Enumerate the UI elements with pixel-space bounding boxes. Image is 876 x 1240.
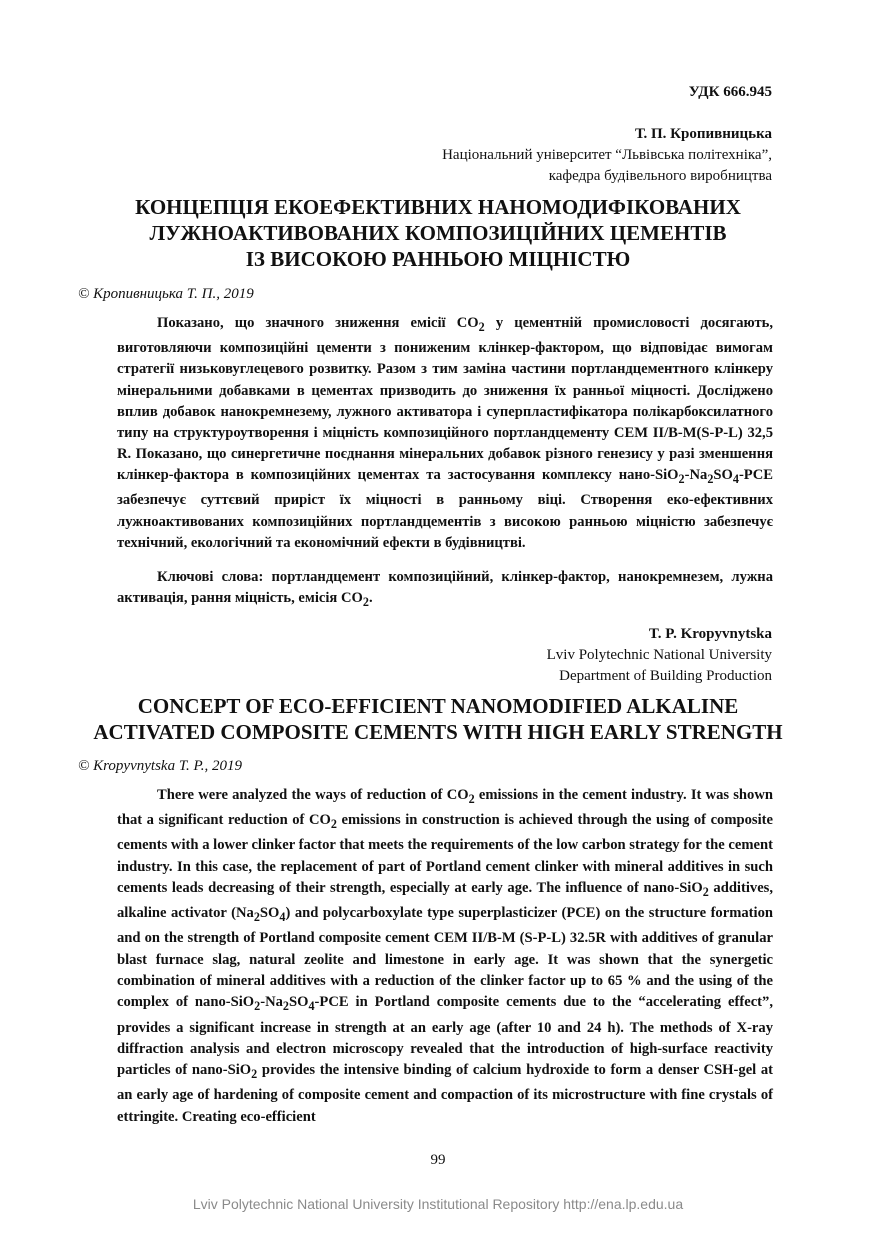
- subscript: 2: [702, 884, 709, 899]
- en-abstract-paragraph: [117, 785, 773, 1128]
- ua-abstract-paragraph: [117, 313, 773, 554]
- text-run: .: [368, 590, 373, 607]
- en-paper-title: [60, 693, 816, 745]
- subscript: 2: [478, 319, 485, 334]
- en-author-block: [547, 624, 772, 687]
- subscript: 4: [279, 910, 286, 925]
- text-run: additives, alkaline activator (Na: [117, 880, 774, 922]
- subscript: 2: [468, 791, 475, 806]
- text-run: emissions in the cement industry. It was shown that a significant reduction of CO: [117, 787, 774, 829]
- text-run: -PCE in Portland composite cements due to the “accelerating effect”, provides a significant increase in strength at an early age (after 10 and 24 h). The methods of X-ray diffraction analysis and electron microscopy revealed that the introduction of high-surface reactivity particles of nano-SiO: [117, 994, 773, 1079]
- text-run: emissions in construction is achieved through the using of composite cements with a lower clinker factor that meets the requirements of the low carbon strategy for the cement industry. In this case, the replacement of part of Portland cement clinker with mineral additives in such cements leads decreasing of their strength, especially at early age. The influence of nano-SiO: [117, 812, 773, 896]
- ua-author-name: Т. П. Кропивницька: [634, 126, 772, 142]
- subscript: 4: [732, 472, 739, 487]
- subscript: 2: [707, 472, 714, 487]
- ua-copyright: © Кропивницька Т. П., 2019: [78, 286, 254, 302]
- en-affiliation-department: Department of Building Production: [559, 668, 772, 684]
- ua-paper-title: [60, 194, 816, 272]
- text-run: ) and polycarboxylate type superplasticizer (PCE) on the structure formation and on the strength of Portland composite cement CEM II/B-M (S-P-L) 32.5R with additives of granular blast furnace slag, natural zeolite and limestone in early age. It was shown that the synergetic combination of mineral additives with a reduction of the clinker factor up to 65 % and the using of the complex of nano-SiO: [117, 905, 773, 1011]
- text-run: у цементній промисловості досягають, виготовляючи композиційні цементи з пониженим клінкер-фактором, що відповідає вимогам стратегії низьковуглецевого розвитку. Разом з тим заміна частини портландцементного клінкеру мінеральними добавками в цементах призводить до зниження їх ранньої міцності. Досліджено вплив добавок нанокремнезему, лужного активатора і суперпластифікатора полікарбоксилатного типу на структуроутворення і міцність композиційного портландцементу CEM II/B-M(S-P-L) 32,5 R. Показано, що синергетичне поєднання мінеральних добавок різного генезису у разі зменшення клінкер-фактора в композиційних цементах та застосування комплексу нано-SiO: [117, 315, 773, 484]
- en-title-line: ACTIVATED COMPOSITE CEMENTS WITH HIGH EARLY STRENGTH: [93, 720, 783, 744]
- ua-title-line: ІЗ ВИСОКОЮ РАННЬОЮ МІЦНІСТЮ: [245, 247, 631, 271]
- subscript: 2: [362, 595, 369, 610]
- repository-footer: Lviv Polytechnic National University Institutional Repository http://ena.lp.edu.ua: [192, 1196, 684, 1212]
- text-run: SO: [259, 905, 280, 922]
- subscript: 2: [282, 999, 289, 1014]
- en-abstract: [117, 785, 773, 1128]
- subscript: 2: [253, 910, 260, 925]
- text-run: SO: [289, 994, 309, 1011]
- text-run: Показано, що значного зниження емісії CO: [157, 315, 479, 331]
- udc-code: УДК 666.945: [688, 84, 772, 100]
- text-run: There were analyzed the ways of reduction of CO: [157, 787, 469, 803]
- subscript: 4: [308, 999, 315, 1014]
- text-run: -Na: [260, 994, 283, 1011]
- ua-author-block: [442, 124, 772, 187]
- ua-affiliation-department: кафедра будівельного виробництва: [548, 168, 772, 184]
- text-run: -PCE забезпечує суттєвий приріст їх міцності в ранньому віці. Створення еко-ефективних лужноактивованих композиційних портландцементів з високою ранньою міцністю забезпечує технічний, екологічний та економічний ефекти в будівництві.: [117, 467, 773, 551]
- ua-affiliation-university: Національний університет “Львівська політехніка”,: [442, 147, 772, 163]
- en-title-line: CONCEPT OF ECO-EFFICIENT NANOMODIFIED ALKALINE: [137, 694, 739, 718]
- page-number: 99: [430, 1152, 446, 1168]
- text-run: SO: [713, 467, 733, 484]
- ua-title-line: ЛУЖНОАКТИВОВАНИХ КОМПОЗИЦІЙНИХ ЦЕМЕНТІВ: [149, 221, 727, 245]
- subscript: 2: [251, 1067, 258, 1081]
- text-run: -Na: [684, 467, 708, 484]
- en-author-name: T. P. Kropyvnytska: [648, 626, 772, 642]
- subscript: 2: [330, 817, 337, 832]
- ua-keywords-paragraph: [117, 567, 773, 613]
- ua-abstract: [117, 313, 773, 554]
- subscript: 2: [254, 999, 261, 1014]
- ua-title-line: КОНЦЕПЦІЯ ЕКОЕФЕКТИВНИХ НАНОМОДИФІКОВАНИХ: [135, 195, 741, 219]
- text-run: provides the intensive binding of calcium hydroxide to form a denser CSH-gel at an early age of hardening of composite cement and compaction of its microstructure with fine crystals of ettringite. Creating eco-efficient: [117, 1062, 774, 1125]
- ua-keywords: [117, 567, 773, 613]
- en-affiliation-university: Lviv Polytechnic National University: [546, 647, 772, 663]
- text-run: Ключові слова: портландцемент композиційний, клінкер-фактор, нанокремнезем, лужна активація, рання міцність, емісія CO: [117, 569, 773, 607]
- en-copyright: © Kropyvnytska T. P., 2019: [78, 758, 243, 774]
- subscript: 2: [678, 472, 685, 487]
